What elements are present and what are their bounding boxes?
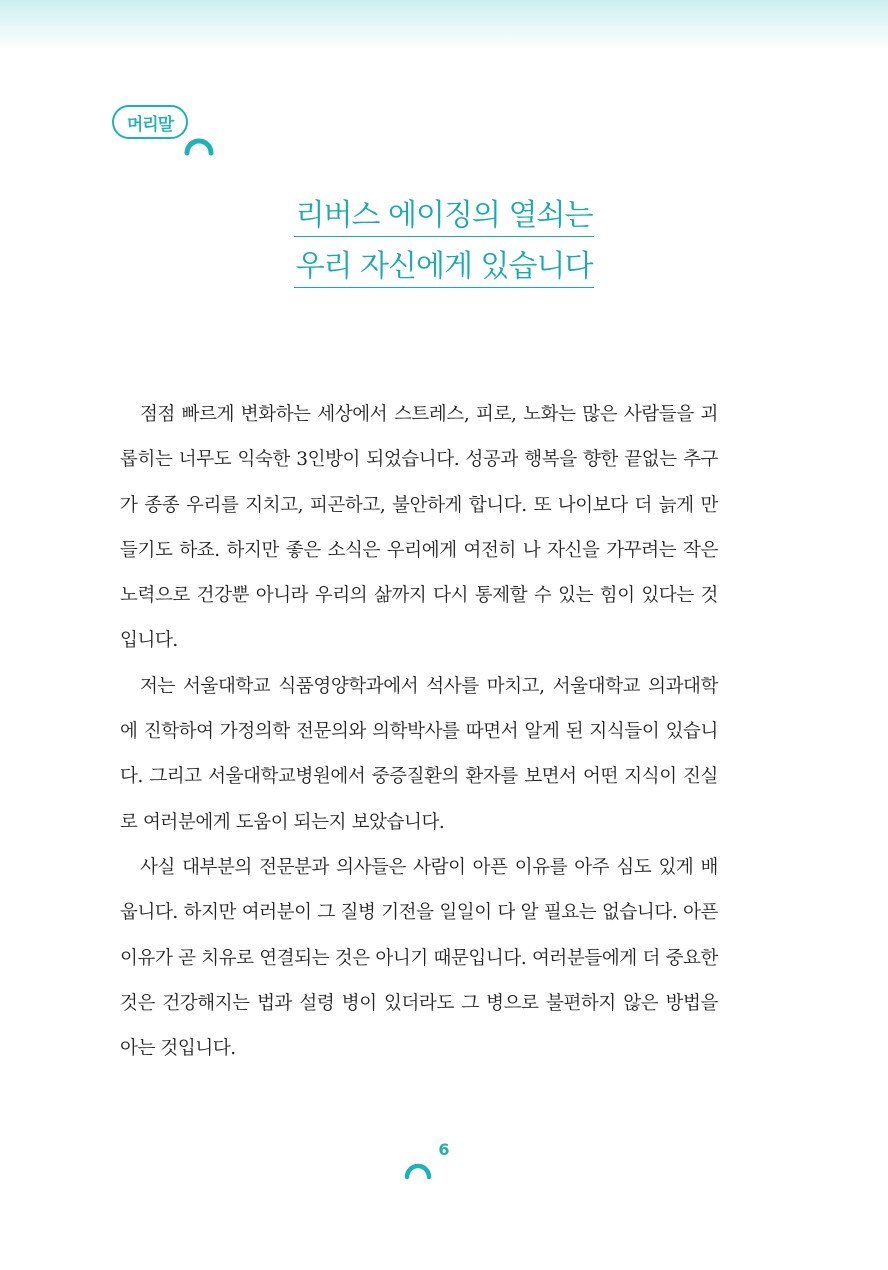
paragraph: 사실 대부분의 전문분과 의사들은 사람이 아픈 이유를 아주 심도 있게 배웁니다. 하지만 여러분이 그 질병 기전을 일일이 다 알 필요는 없습니다. 아픈 이유가 곧 치유로 연결되는 것은 아니기 때문입니다. 여러분들에게 더 중요한 것은 건강해지는 법과 설령 병이 있더라도 그 병으로 불편하지 않은 방법을 아는 것입니다. xyxy=(120,856,718,1060)
title-line-1: 리버스 에이징의 열쇠는 xyxy=(294,198,595,237)
paragraph: 점점 빠르게 변화하는 세상에서 스트레스, 피로, 노화는 많은 사람들을 괴롭히는 너무도 익숙한 3인방이 되었습니다. 성공과 행복을 향한 끝없는 추구가 종종 우리를 지치고, 피곤하고, 불안하게 합니다. 또 나이보다 더 늙게 만들기도 하죠. 하지만 좋은 소식은 우리에게 여전히 나 자신을 가꾸려는 작은 노력으로 건강뿐 아니라 우리의 삶까지 다시 통제할 수 있는 힘이 있다는 것입니다. xyxy=(120,404,718,652)
top-decorative-band xyxy=(0,0,888,50)
title-line-2: 우리 자신에게 있습니다 xyxy=(294,249,595,288)
chapter-title xyxy=(0,198,888,288)
section-label: 머리말 xyxy=(126,114,174,135)
paragraph: 저는 서울대학교 식품영양학과에서 석사를 마치고, 서울대학교 의과대학에 진학하여 가정의학 전문의와 의학박사를 따면서 알게 된 지식들이 있습니다. 그리고 서울대학교병원에서 중증질환의 환자를 보면서 어떤 지식이 진실로 여러분에게 도움이 되는지 보았습니다. xyxy=(120,675,718,833)
section-badge xyxy=(112,105,188,139)
arc-decoration-icon xyxy=(184,137,214,167)
page-arc-icon xyxy=(404,1160,432,1182)
page-number: 6 xyxy=(438,1140,450,1159)
body-text xyxy=(120,392,718,1071)
